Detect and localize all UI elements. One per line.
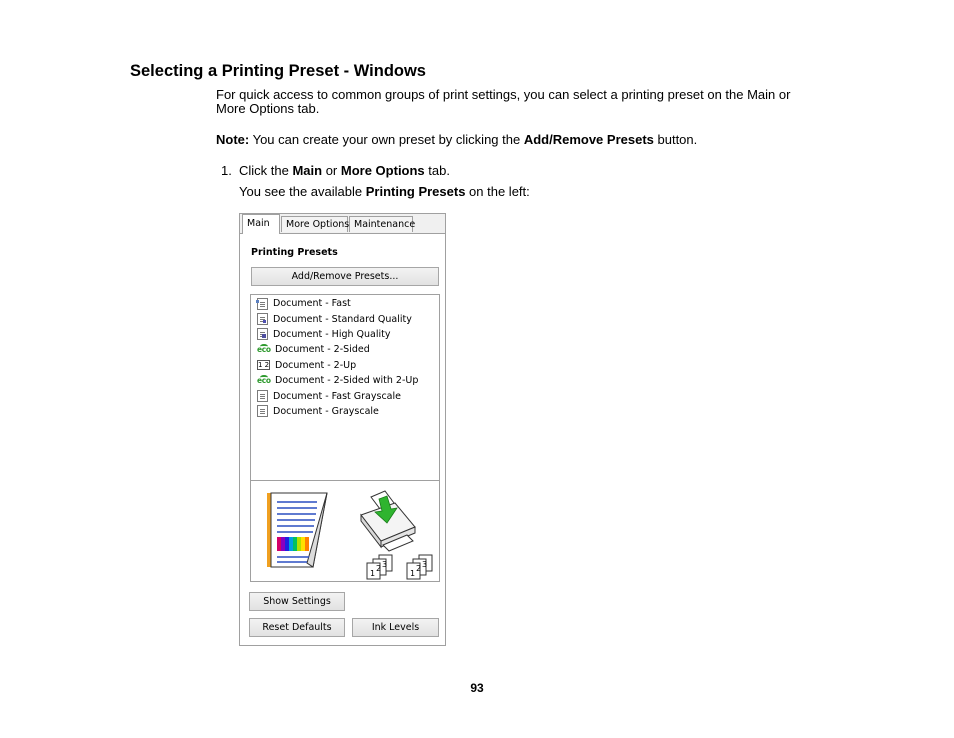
preset-label: Document - High Quality [273, 328, 391, 340]
collate-number-3: 3 [382, 560, 388, 569]
document-fast-grayscale-icon [257, 390, 268, 402]
collate-number-2: 2 [416, 564, 422, 573]
result-presets-name: Printing Presets [365, 184, 466, 199]
step-text-end: tab. [424, 163, 450, 178]
preset-label: Document - Standard Quality [273, 313, 412, 325]
tab-strip [240, 214, 445, 234]
ink-levels-button[interactable]: Ink Levels [352, 618, 439, 637]
section-heading: Selecting a Printing Preset - Windows [130, 62, 426, 80]
intro-line-2: More Options tab. [216, 101, 320, 116]
printer-settings-panel [239, 213, 446, 646]
two-up-icon: 1 2 [258, 361, 270, 370]
preset-label: Document - 2-Up [275, 359, 357, 371]
note-text: You can create your own preset by clicking the [249, 132, 524, 147]
preview-graphic [251, 481, 439, 581]
tab-main[interactable]: Main [242, 214, 280, 234]
tab-more-options[interactable]: More Options [281, 216, 348, 232]
intro-paragraph [216, 88, 790, 116]
preset-item[interactable] [251, 342, 439, 357]
tab-maintenance[interactable]: Maintenance [349, 216, 413, 232]
printing-presets-title: Printing Presets [251, 247, 338, 258]
eco-icon: eco [257, 344, 271, 354]
result-text-end: on the left: [465, 184, 530, 199]
step-more-options-tab-name: More Options [340, 163, 425, 178]
note-label: Note: [216, 132, 250, 147]
eco-icon: eco [257, 375, 271, 385]
intro-line-1: For quick access to common groups of print settings, you can select a printing preset on the Main or [216, 87, 791, 102]
preset-label: Document - Fast [273, 298, 351, 310]
collate-number-1: 1 [370, 569, 376, 578]
collate-copies-icon [367, 555, 392, 579]
collate-number-3: 3 [422, 560, 428, 569]
document-high-quality-icon [257, 328, 268, 340]
collate-number-2: 2 [376, 564, 382, 573]
preset-label: Document - 2-Sided with 2-Up [275, 375, 419, 387]
preset-item[interactable] [251, 296, 439, 311]
preset-item[interactable] [251, 327, 439, 342]
reset-defaults-button[interactable]: Reset Defaults [249, 618, 345, 637]
preset-item[interactable] [251, 404, 439, 419]
document-fast-icon [257, 298, 268, 310]
step-text: Click the [239, 163, 293, 178]
document-grayscale-icon [257, 405, 268, 417]
note-button-name: Add/Remove Presets [523, 132, 654, 147]
preset-label: Document - 2-Sided [275, 344, 370, 356]
preset-label: Document - Grayscale [273, 405, 379, 417]
collate-copies-icon [407, 555, 432, 579]
step-main-tab-name: Main [292, 163, 323, 178]
preset-item[interactable] [251, 358, 439, 373]
settings-preview [250, 480, 440, 582]
step-number: 1. [221, 163, 232, 178]
note-text-end: button. [653, 132, 698, 147]
preset-label: Document - Fast Grayscale [273, 390, 401, 402]
document-standard-icon [257, 313, 268, 325]
step-1-result [239, 185, 530, 199]
result-text: You see the available [239, 184, 366, 199]
show-settings-button[interactable]: Show Settings [249, 592, 345, 611]
page-number: 93 [470, 681, 484, 695]
add-remove-presets-button[interactable]: Add/Remove Presets... [251, 267, 439, 286]
note-paragraph [216, 133, 697, 147]
collate-number-1: 1 [410, 569, 416, 578]
preset-item[interactable] [251, 311, 439, 326]
preset-item[interactable] [251, 388, 439, 403]
printer-icon [361, 491, 415, 551]
step-text-mid: or [322, 163, 341, 178]
preset-item[interactable] [251, 373, 439, 388]
paper-preview-icon [267, 493, 327, 567]
step-1 [221, 164, 450, 178]
